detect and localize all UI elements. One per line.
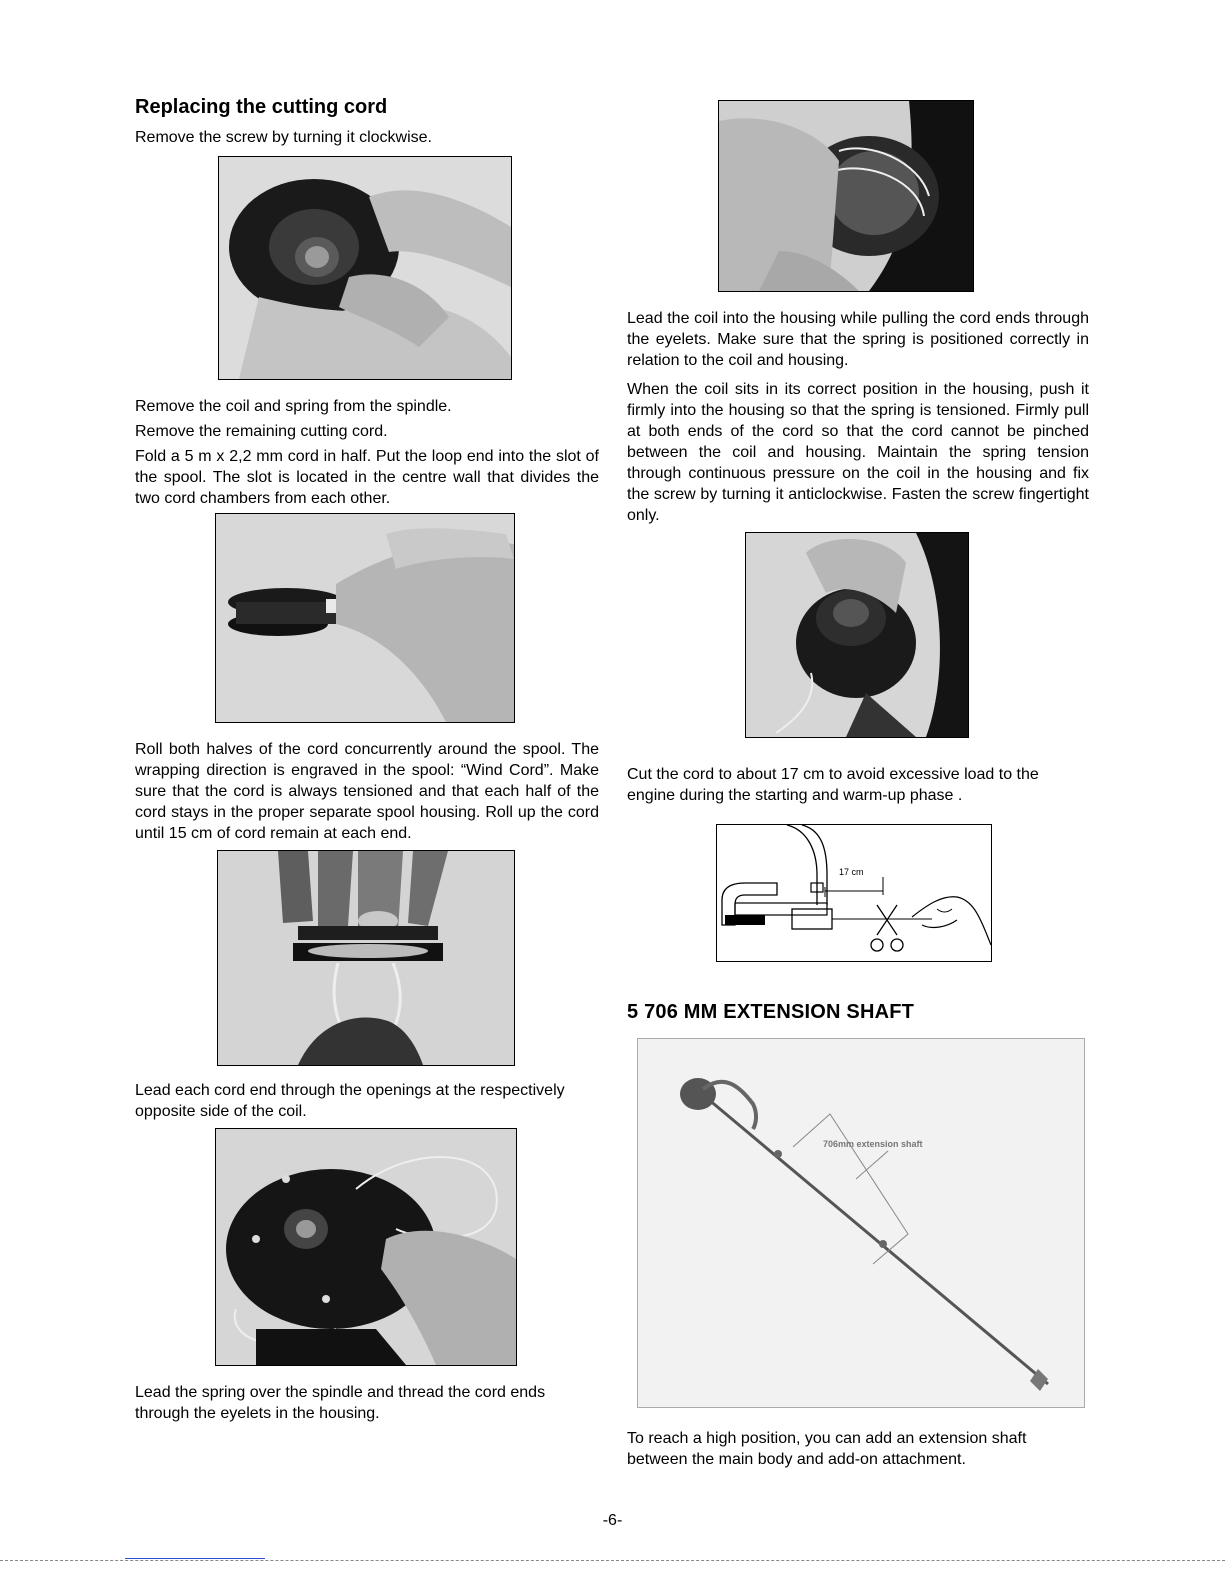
photo-remove-screw xyxy=(218,156,512,380)
photo-fasten-screw xyxy=(745,532,969,738)
photo-extension-shaft xyxy=(637,1038,1085,1408)
footer-divider xyxy=(0,1560,1225,1561)
photo-lead-cord xyxy=(215,1128,517,1366)
photo-roll-cord xyxy=(217,850,515,1066)
instruction-remove-coil: Remove the coil and spring from the spindle. xyxy=(135,398,452,415)
right-column xyxy=(627,100,1089,1470)
section-heading-extension-shaft: 5 706 MM EXTENSION SHAFT xyxy=(627,1001,915,1023)
left-column xyxy=(135,95,599,1424)
instruction-lead-cord-ends: Lead each cord end through the openings at the respectively opposite side of the coil. xyxy=(135,1082,565,1120)
instruction-lead-coil: Lead the coil into the housing while pulling the cord ends through the eyelets. Make sure that the spring is positioned correctly in relation to the coil and housing. xyxy=(627,310,1089,369)
instruction-cut-cord: Cut the cord to about 17 cm to avoid excessive load to the engine during the starting and warm-up phase . xyxy=(627,766,1039,804)
diagram-cord-length xyxy=(716,824,992,962)
instruction-fold-cord: Fold a 5 m x 2,2 mm cord in half. Put the loop end into the slot of the spool. The slot is located in the centre wall that divides the two cord chambers from each other. xyxy=(135,448,599,507)
instruction-lead-spring: Lead the spring over the spindle and thread the cord ends through the eyelets in the housing. xyxy=(135,1384,546,1422)
instruction-remove-cord: Remove the remaining cutting cord. xyxy=(135,423,388,440)
photo-fold-cord xyxy=(215,513,515,723)
instruction-push-coil: When the coil sits in its correct position in the housing, push it firmly into the housing so that the spring is tensioned. Firmly pull at both ends of the cord so that the cord cannot be pinched between the coil and housing. Maintain the spring tension through continuous pressure on the coil in the housing and fix the screw by turning it anticlockwise. Fasten the screw fingertight only. xyxy=(627,381,1089,524)
instruction-roll-cord: Roll both halves of the cord concurrently around the spool. The wrapping direction is engraved in the spool: “Wind Cord”. Make sure that the cord is always tensioned and that each half of the cord stays in the proper separate spool housing. Roll up the cord until 15 cm of cord remain at each end. xyxy=(135,741,599,842)
shaft-label: 706mm extension shaft xyxy=(823,1139,923,1149)
page-number: -6- xyxy=(602,1512,623,1529)
section-title: Replacing the cutting cord xyxy=(135,96,388,118)
instruction-extension-shaft: To reach a high position, you can add an extension shaft between the main body and add-on attachment. xyxy=(627,1430,1027,1468)
footer-link-line xyxy=(125,1558,265,1559)
photo-insert-coil xyxy=(718,100,974,292)
length-label: 17 cm xyxy=(839,867,864,877)
instruction-remove-screw: Remove the screw by turning it clockwise. xyxy=(135,129,432,146)
